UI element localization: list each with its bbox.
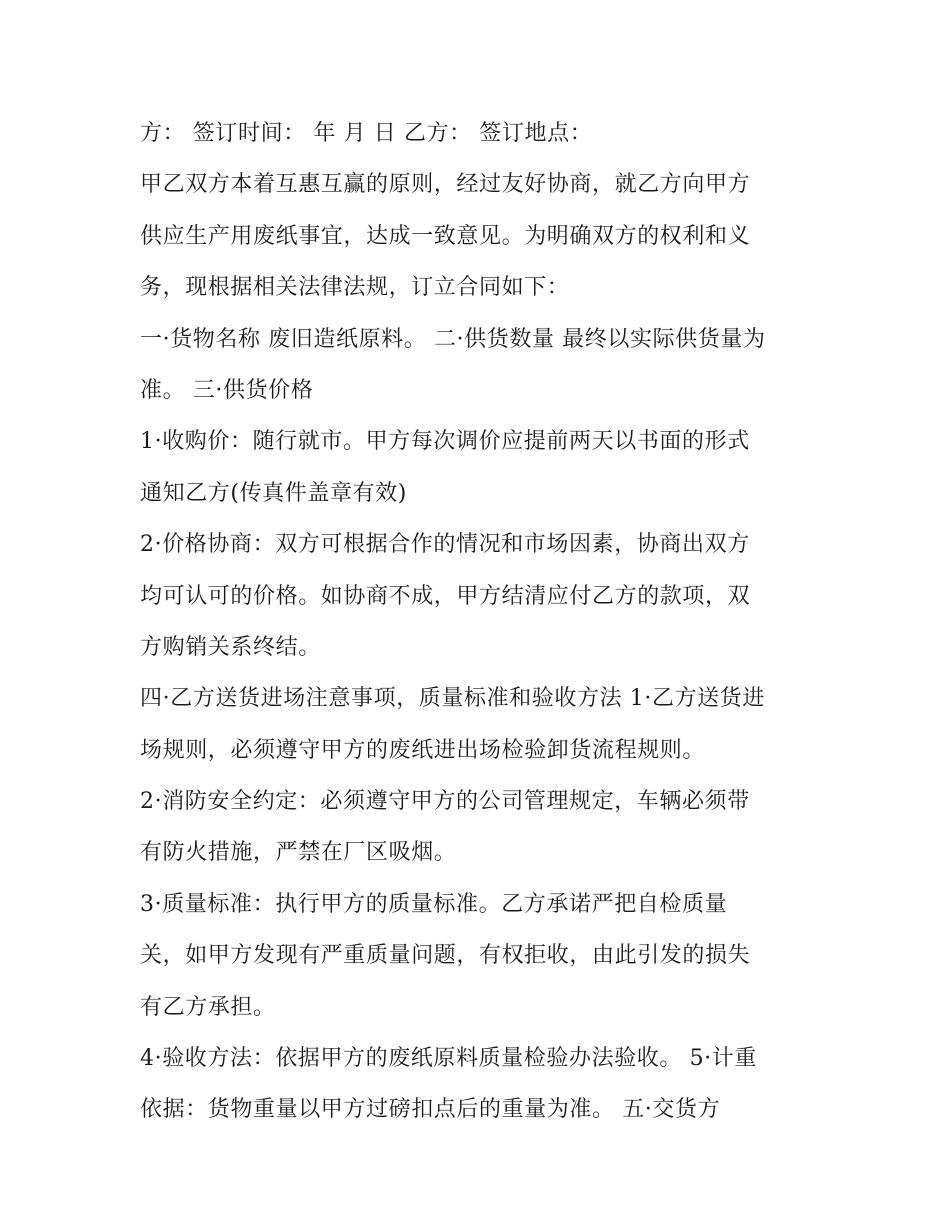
text-line: 供应生产用废纸事宜，达成一致意见。为明确双方的权利和义 <box>140 223 751 249</box>
text-line: 1·收购价：随行就市。甲方每次调价应提前两天以书面的形式 <box>140 429 750 455</box>
text-line: 通知乙方(传真件盖章有效) <box>140 480 407 506</box>
text-line: 2·价格协商：双方可根据合作的情况和市场因素，协商出双方 <box>140 532 750 558</box>
text-line: 场规则，必须遵守甲方的废纸进出场检验卸货流程规则。 <box>140 737 706 763</box>
text-line: 均可认可的价格。如协商不成，甲方结清应付乙方的款项，双 <box>140 583 751 609</box>
text-line: 4·验收方法：依据甲方的废纸原料质量检验办法验收。 5·计重 <box>140 1046 757 1072</box>
text-line: 2·消防安全约定：必须遵守甲方的公司管理规定，车辆必须带 <box>140 789 750 815</box>
text-line: 方： 签订时间： 年 月 日 乙方： 签订地点： <box>140 121 593 146</box>
text-line: 一·货物名称 废旧造纸原料。 二·供货数量 最终以实际供货量为 <box>140 326 766 352</box>
document-body <box>140 108 830 1136</box>
text-line: 四·乙方送货进场注意事项，质量标准和验收方法 1·乙方送货进 <box>140 686 765 712</box>
text-line: 有防火措施，严禁在厂区吸烟。 <box>140 840 457 866</box>
text-line: 依据：货物重量以甲方过磅扣点后的重量为准。 五·交货方 <box>140 1097 721 1123</box>
text-line: 关，如甲方发现有严重质量问题，有权拒收，由此引发的损失 <box>140 943 751 969</box>
text-line: 务，现根据相关法律法规，订立合同如下： <box>140 275 570 301</box>
text-line: 准。 三·供货价格 <box>140 377 314 403</box>
text-line: 甲乙双方本着互惠互赢的原则，经过友好协商，就乙方向甲方 <box>140 172 751 198</box>
text-line: 方购销关系终结。 <box>140 634 321 660</box>
text-line: 3·质量标准：执行甲方的质量标准。乙方承诺严把自检质量 <box>140 891 728 917</box>
text-line: 有乙方承担。 <box>140 994 276 1020</box>
